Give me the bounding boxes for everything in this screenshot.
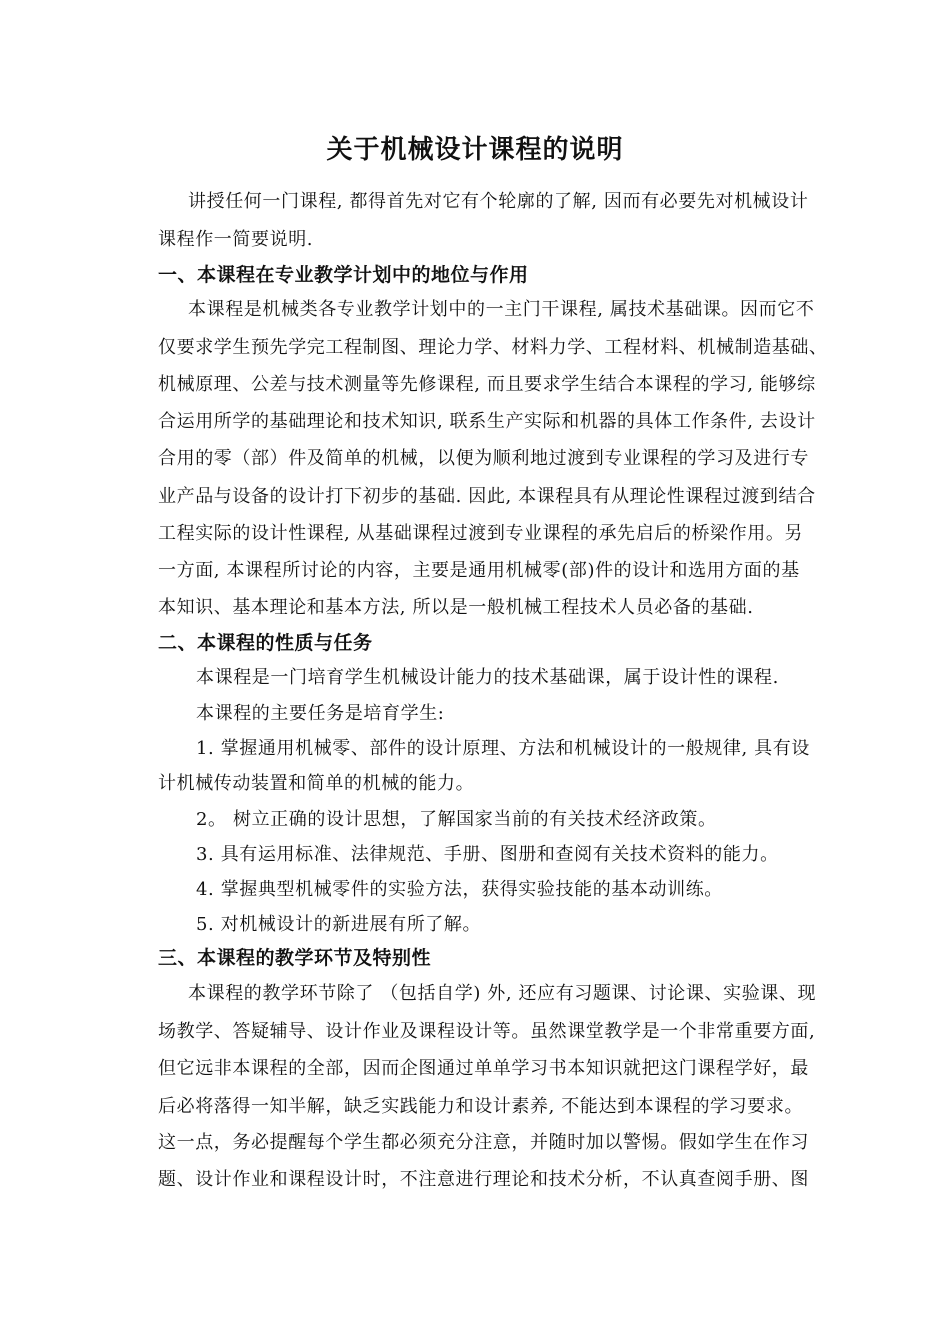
section-1-line-1: 本课程是机械类各专业教学计划中的一主门干课程, 属技术基础课。因而它不: [188, 299, 815, 320]
section-2-line-2: 本课程的主要任务是培育学生:: [196, 703, 445, 724]
intro-line-2: 课程作一简要说明.: [158, 229, 314, 250]
document-title: 关于机械设计课程的说明: [326, 135, 624, 165]
section-3-line-1: 本课程的教学环节除了 （包括自学) 外, 还应有习题课、讨论课、实验课、现: [188, 983, 817, 1004]
section-3-line-4: 后必将落得一知半解，缺乏实践能力和设计素养, 不能达到本课程的学习要求。: [158, 1096, 804, 1117]
section-2-line-5: 2。 树立正确的设计思想，了解国家当前的有关技术经济政策。: [196, 809, 717, 830]
section-3-line-6: 题、设计作业和课程设计时，不注意进行理论和技术分析，不认真查阅手册、图: [158, 1169, 809, 1190]
section-2-line-3: 1. 掌握通用机械零、部件的设计原理、方法和机械设计的一般规律, 具有设: [196, 738, 810, 759]
section-3-heading: 三、本课程的教学环节及特别性: [158, 947, 432, 969]
section-1-line-6: 业产品与设备的设计打下初步的基础. 因此, 本课程具有从理论性课程过渡到结合: [158, 486, 816, 507]
section-3-line-3: 但它远非本课程的全部，因而企图通过单单学习书本知识就把这门课程学好，最: [158, 1058, 809, 1079]
section-1-heading: 一、本课程在专业教学计划中的地位与作用: [158, 264, 529, 286]
section-1-line-3: 机械原理、公差与技术测量等先修课程, 而且要求学生结合本课程的学习, 能够综: [158, 374, 816, 395]
section-3-line-5: 这一点，务必提醒每个学生都必须充分注意，并随时加以警惕。假如学生在作习: [158, 1132, 809, 1153]
section-2-heading: 二、本课程的性质与任务: [158, 632, 373, 654]
intro-line-1: 讲授任何一门课程, 都得首先对它有个轮廓的了解, 因而有必要先对机械设计: [188, 191, 809, 212]
section-2-line-8: 5. 对机械设计的新进展有所了解。: [196, 914, 482, 935]
section-1-line-9: 本知识、基本理论和基本方法, 所以是一般机械工程技术人员必备的基础.: [158, 597, 754, 618]
section-2-line-7: 4. 掌握典型机械零件的实验方法，获得实验技能的基本动训练。: [196, 879, 723, 900]
section-1-line-4: 合运用所学的基础理论和技术知识, 联系生产实际和机器的具体工作条件, 去设计: [158, 411, 816, 432]
section-2-line-6: 3. 具有运用标准、法律规范、手册、图册和查阅有关技术资料的能力。: [196, 844, 779, 865]
section-2-line-1: 本课程是一门培育学生机械设计能力的技术基础课，属于设计性的课程.: [196, 667, 779, 688]
section-1-line-2: 仅要求学生预先学完工程制图、理论力学、材料力学、工程材料、机械制造基础、: [158, 337, 828, 358]
section-1-line-7: 工程实际的设计性课程, 从基础课程过渡到专业课程的承先启后的桥梁作用。另: [158, 523, 804, 544]
section-3-line-2: 场教学、答疑辅导、设计作业及课程设计等。虽然课堂教学是一个非常重要方面,: [158, 1021, 816, 1042]
section-1-line-8: 一方面, 本课程所讨论的内容，主要是通用机械零(部)件的设计和选用方面的基: [158, 560, 800, 581]
section-2-line-4: 计机械传动装置和简单的机械的能力。: [158, 773, 475, 794]
section-1-line-5: 合用的零（部）件及简单的机械，以便为顺利地过渡到专业课程的学习及进行专: [158, 448, 809, 469]
